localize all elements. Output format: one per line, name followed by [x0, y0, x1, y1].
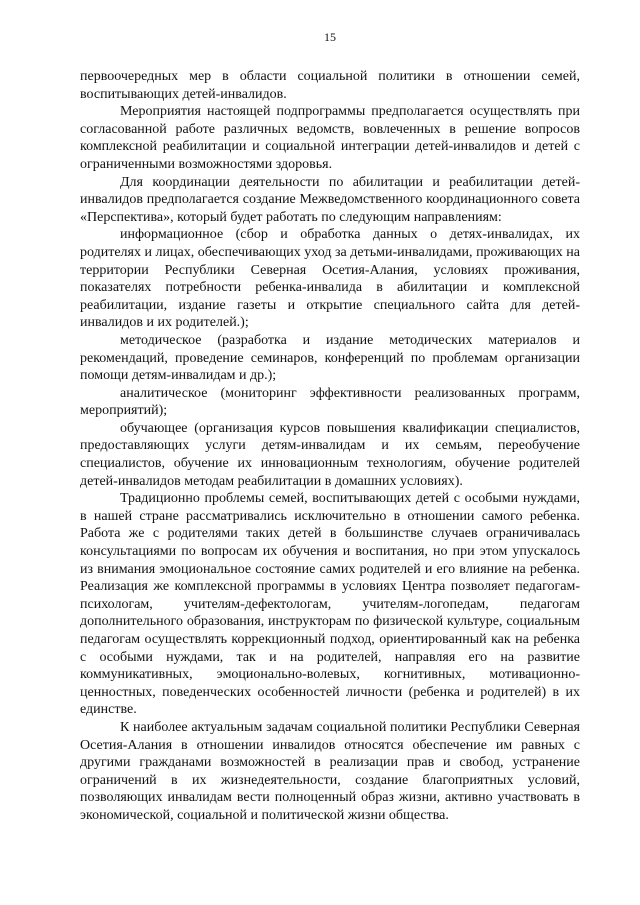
paragraph-7-educational: обучающее (организация курсов повышения квалификации специалистов, предоставляющих услуги детям-инвалидам и их семьям, переобучение специалистов, обучение их инновационным технологиям, обучение родителей детей-инвалидов методам реабилитации в домашних условиях). — [80, 420, 580, 489]
paragraph-8: Традиционно проблемы семей, воспитывающих детей с особыми нуждами, в нашей стране рассматривались исключительно в отношении самого ребенка. Работа же с родителями таких детей в большинстве случаев ограничивалась консультациями по вопросам их обучения и воспитания, но при этом упускалось из внимания эмоциональное состояние самих родителей и его влияние на ребенка. Реализация же комплексной программы в условиях Центра позволяет педагогам-психологам, учителям-дефектологам, учителям-логопедам, педагогам дополнительного образования, инструкторам по физической культуре, социальным педагогам осуществлять коррекционный подход, ориентированный как на ребенка с особыми нуждами, так и на родителей, направляя его на развитие коммуникативных, эмоционально-волевых, когнитивных, мотивационно-ценностных, поведенческих особенностей личности (ребенка и родителей) в их единстве. — [80, 491, 580, 718]
page-number: 15 — [324, 30, 336, 44]
document-page — [80, 30, 580, 825]
paragraph-6-analytical: аналитическое (мониторинг эффективности реализованных программ, мероприятий); — [80, 385, 580, 419]
paragraph-5-methodical: методическое (разработка и издание методических материалов и рекомендаций, проведение семинаров, конференций по проблемам организации помощи детям-инвалидам и др.); — [80, 332, 580, 384]
paragraph-1: первоочередных мер в области социальной политики в отношении семей, воспитывающих детей-инвалидов. — [80, 69, 580, 102]
paragraph-2: Мероприятия настоящей подпрограммы предполагается осуществлять при согласованной работе различных ведомств, вовлеченных в решение вопросов комплексной реабилитации и социальной интеграции детей-инвалидов и детей с ограниченными возможностями здоровья. — [80, 104, 580, 172]
paragraph-9: К наиболее актуальным задачам социальной политики Республики Северная Осетия-Алания в отношении инвалидов относятся обеспечение им равных с другими гражданами возможностей в реализации прав и свобод, устранение ограничений в их жизнедеятельности, создание благоприятных условий, позволяющих инвалидам вести полноценный образ жизни, активно участвовать в экономической, социальной и политической жизни общества. — [80, 719, 580, 823]
paragraph-4-informational: информационное (сбор и обработка данных о детях-инвалидах, их родителях и лицах, обеспечивающих уход за детьми-инвалидами, проживающих на территории Республики Северная Осетия-Алания, условиях проживания, показателях потребности ребенка-инвалида в абилитации и комплексной реабилитации, издание газеты и открытие специального сайта для детей-инвалидов и их родителей.); — [80, 227, 580, 331]
paragraph-3: Для координации деятельности по абилитации и реабилитации детей-инвалидов предполагается создание Межведомственного координационного совета «Перспектива», который будет работать по следующим направлениям: — [80, 174, 580, 225]
